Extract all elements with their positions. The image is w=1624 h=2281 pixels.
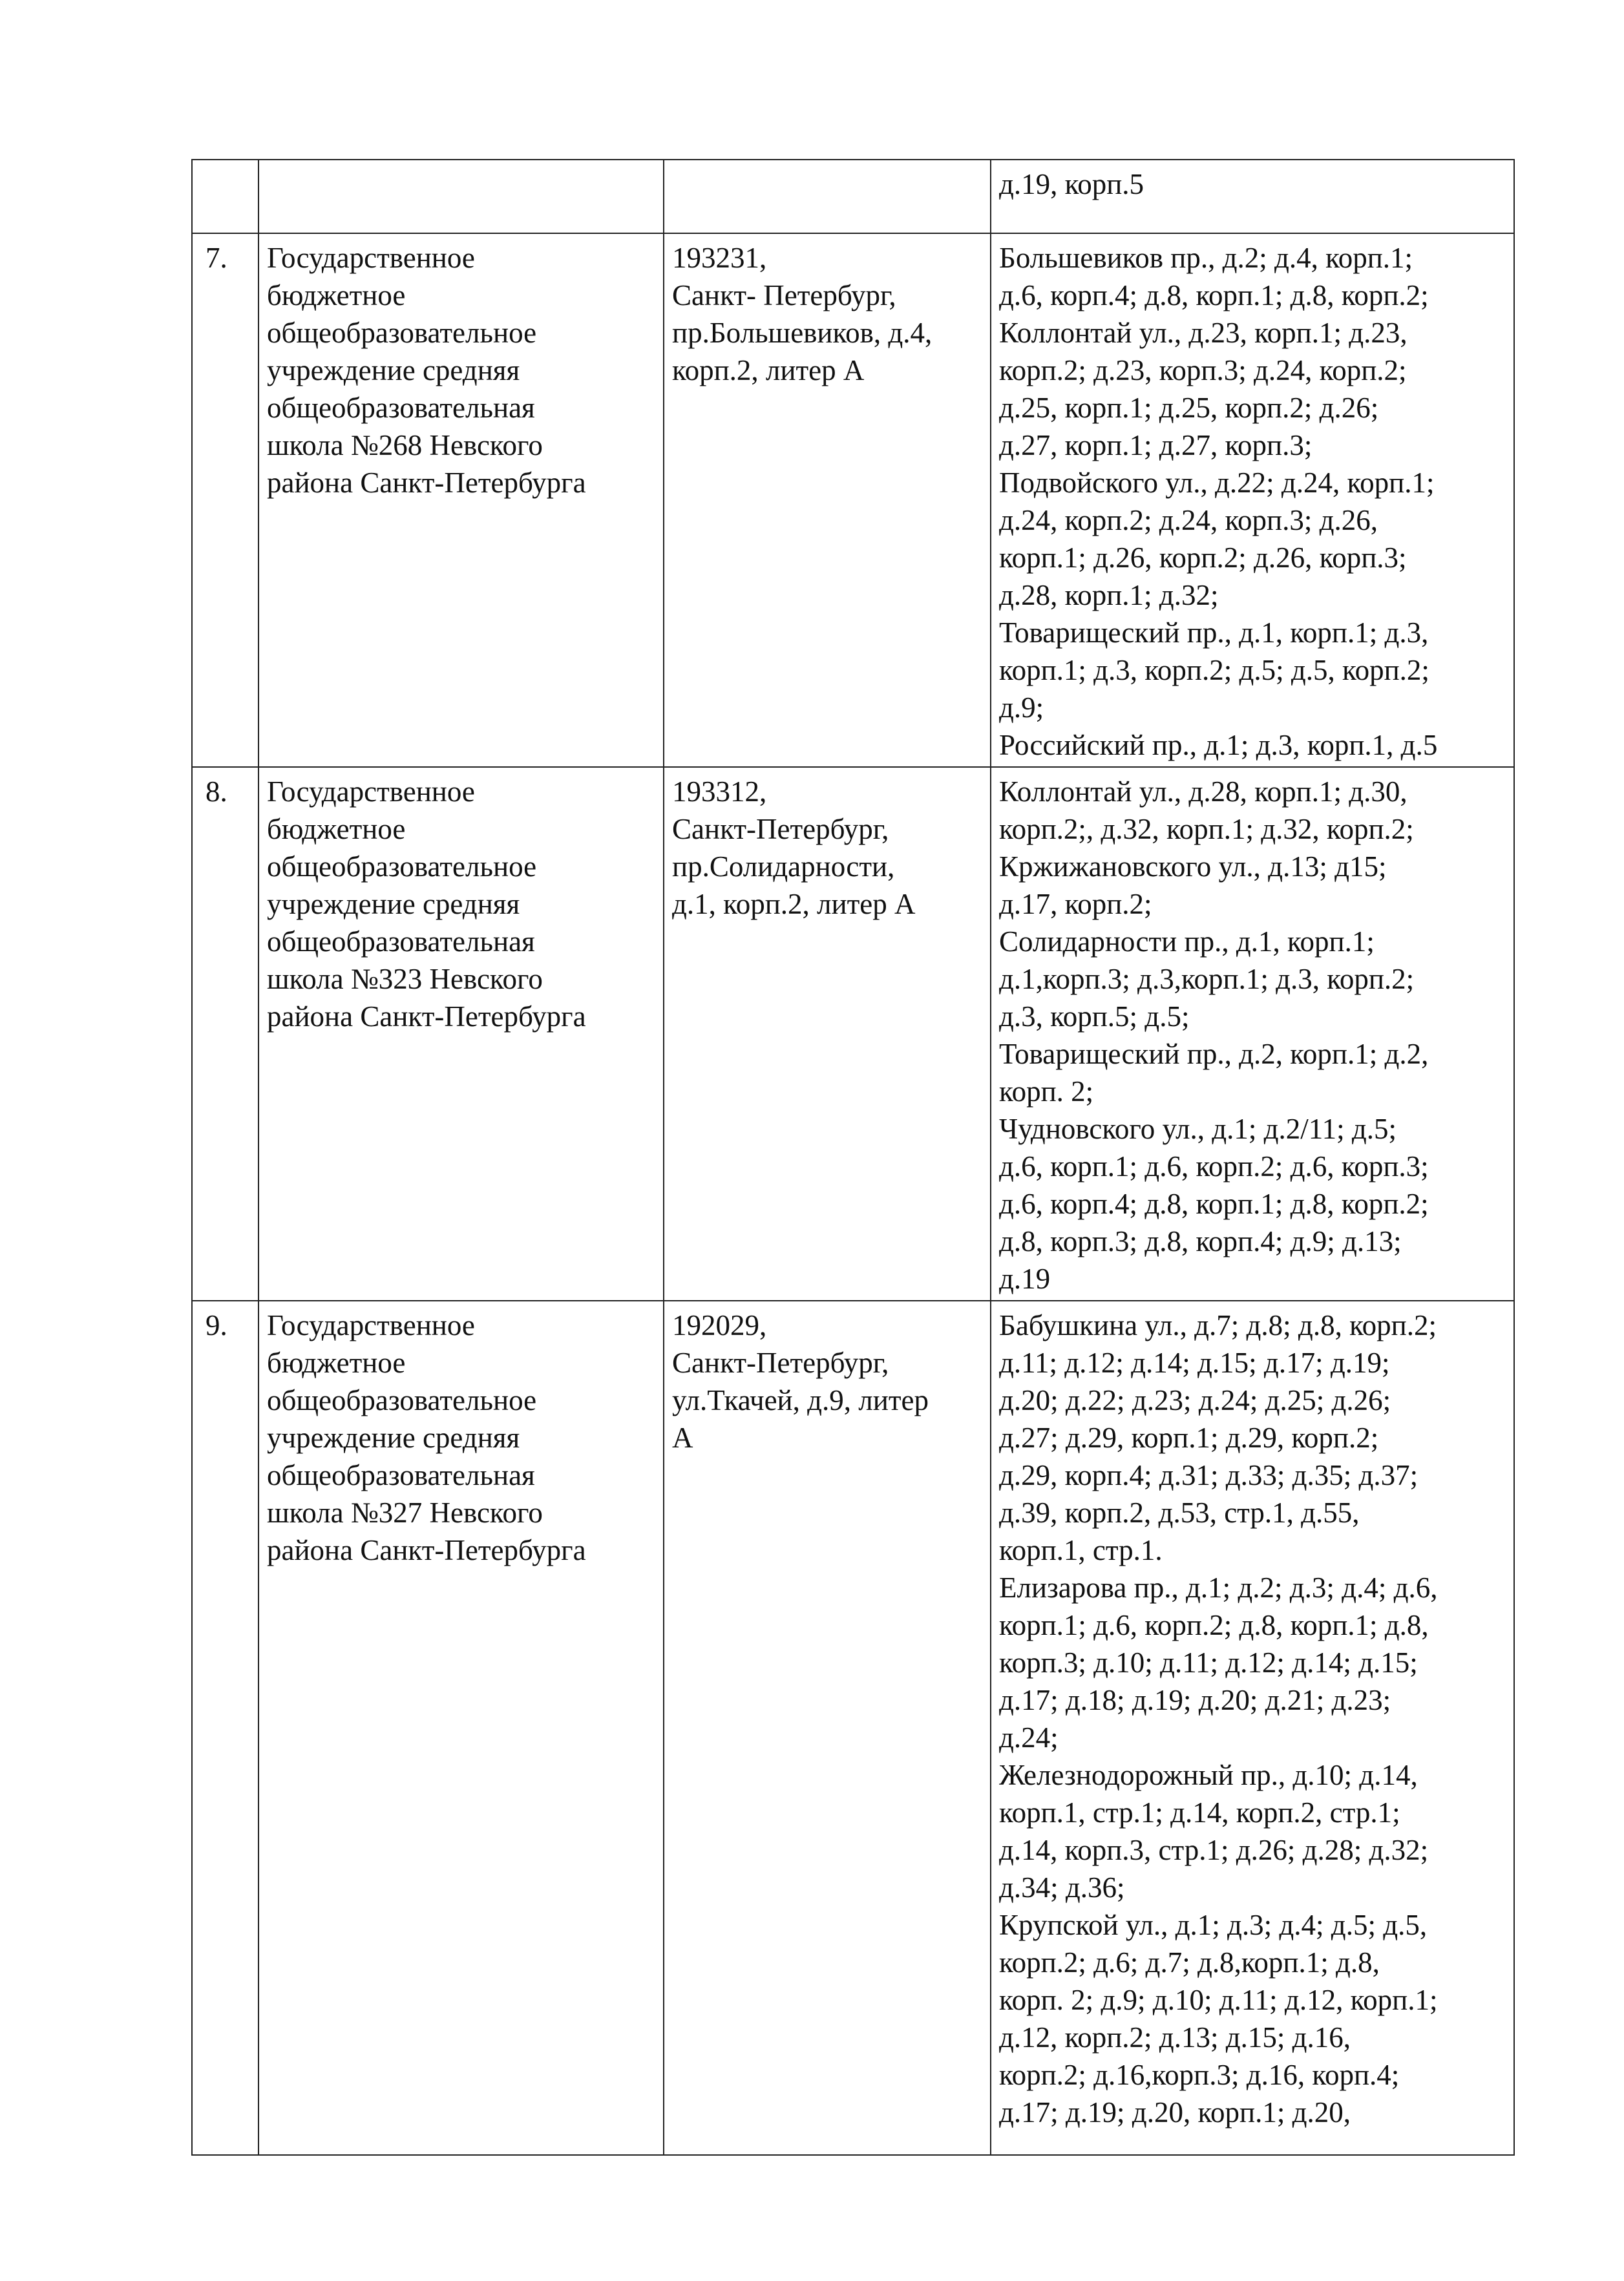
name-line: школа №268 Невского <box>267 429 543 461</box>
address-line: 193231, <box>672 242 767 274</box>
address-line: ул.Ткачей, д.9, литер <box>672 1384 929 1416</box>
area-line: Коллонтай ул., д.23, корп.1; д.23, <box>999 317 1408 349</box>
address-line: 192029, <box>672 1309 767 1341</box>
name-line: общеобразовательная <box>267 925 535 958</box>
area-line: Российский пр., д.1; д.3, корп.1, д.5 <box>999 729 1438 761</box>
name-line: бюджетное <box>267 1347 406 1379</box>
name-line: Государственное <box>267 1309 475 1341</box>
cell-school-name <box>258 233 664 767</box>
cell-school-name <box>258 767 664 1301</box>
area-line: д.20; д.22; д.23; д.24; д.25; д.26; <box>999 1384 1391 1416</box>
name-line: общеобразовательная <box>267 1459 535 1491</box>
name-line: школа №323 Невского <box>267 963 543 995</box>
name-line: района Санкт-Петербурга <box>267 1534 586 1566</box>
area-line: корп.3; д.10; д.11; д.12; д.14; д.15; <box>999 1646 1418 1679</box>
name-line: района Санкт-Петербурга <box>267 1000 586 1033</box>
area-line: д.3, корп.5; д.5; <box>999 1000 1190 1033</box>
address-line: корп.2, литер А <box>672 354 865 386</box>
address-line: А <box>672 1422 693 1454</box>
cell-area <box>991 767 1514 1301</box>
area-line: д.39, корп.2, д.53, стр.1, д.55, <box>999 1497 1360 1529</box>
area-line: корп.1; д.3, корп.2; д.5; д.5, корп.2; <box>999 654 1429 686</box>
area-line: д.11; д.12; д.14; д.15; д.17; д.19; <box>999 1347 1390 1379</box>
cell-number <box>192 160 258 233</box>
area-line: д.9; <box>999 691 1044 724</box>
name-line: района Санкт-Петербурга <box>267 467 586 499</box>
name-line: общеобразовательное <box>267 317 537 349</box>
address-line: Санкт- Петербург, <box>672 279 896 311</box>
row-number: 7. <box>206 242 227 274</box>
address-line: д.1, корп.2, литер А <box>672 888 916 920</box>
area-line: корп.2; д.6; д.7; д.8,корп.1; д.8, <box>999 1946 1380 1979</box>
area-line: корп. 2; <box>999 1075 1094 1108</box>
cell-area <box>991 233 1514 767</box>
area-line: Елизарова пр., д.1; д.2; д.3; д.4; д.6, <box>999 1571 1438 1604</box>
area-line: корп.1, стр.1. <box>999 1534 1163 1566</box>
area-line: д.12, корп.2; д.13; д.15; д.16, <box>999 2021 1351 2054</box>
area-line: д.27; д.29, корп.1; д.29, корп.2; <box>999 1422 1379 1454</box>
area-line: д.6, корп.4; д.8, корп.1; д.8, корп.2; <box>999 1188 1429 1220</box>
cell-area <box>991 1301 1514 2155</box>
name-line: Государственное <box>267 775 475 808</box>
table-row <box>192 1301 1514 2155</box>
name-line: учреждение средняя <box>267 1422 520 1454</box>
area-line: Крупской ул., д.1; д.3; д.4; д.5; д.5, <box>999 1909 1428 1941</box>
name-line: общеобразовательное <box>267 1384 537 1416</box>
schools-table <box>191 159 1515 2156</box>
area-line: Товарищеский пр., д.1, корп.1; д.3, <box>999 616 1429 649</box>
area-line: корп.1, стр.1; д.14, корп.2, стр.1; <box>999 1796 1400 1829</box>
area-line: д.27, корп.1; д.27, корп.3; <box>999 429 1313 461</box>
name-line: Государственное <box>267 242 475 274</box>
area-line: Солидарности пр., д.1, корп.1; <box>999 925 1375 958</box>
cell-school-name <box>258 160 664 233</box>
row-number: 9. <box>206 1309 227 1341</box>
area-line: д.34; д.36; <box>999 1871 1125 1904</box>
address-line: Санкт-Петербург, <box>672 1347 889 1379</box>
address-line: Санкт-Петербург, <box>672 813 889 845</box>
name-line: бюджетное <box>267 279 406 311</box>
area-line: корп.2;, д.32, корп.1; д.32, корп.2; <box>999 813 1414 845</box>
area-line: д.17; д.19; д.20, корп.1; д.20, <box>999 2096 1351 2129</box>
area-line: д.8, корп.3; д.8, корп.4; д.9; д.13; <box>999 1225 1402 1257</box>
name-line: общеобразовательное <box>267 850 537 883</box>
table-row <box>192 233 1514 767</box>
area-line: корп.1; д.26, корп.2; д.26, корп.3; <box>999 541 1407 574</box>
area-line: д.28, корп.1; д.32; <box>999 579 1219 611</box>
name-line: учреждение средняя <box>267 354 520 386</box>
cell-address <box>664 767 991 1301</box>
area-line: д.24, корп.2; д.24, корп.3; д.26, <box>999 504 1378 536</box>
cell-address <box>664 1301 991 2155</box>
address-line: 193312, <box>672 775 767 808</box>
area-line: Товарищеский пр., д.2, корп.1; д.2, <box>999 1038 1429 1070</box>
table-row <box>192 767 1514 1301</box>
cell-number <box>192 1301 258 2155</box>
area-line: Чудновского ул., д.1; д.2/11; д.5; <box>999 1113 1397 1145</box>
area-line: д.6, корп.1; д.6, корп.2; д.6, корп.3; <box>999 1150 1429 1183</box>
area-line: д.1,корп.3; д.3,корп.1; д.3, корп.2; <box>999 963 1415 995</box>
name-line: школа №327 Невского <box>267 1497 543 1529</box>
area-line: корп.2; д.23, корп.3; д.24, корп.2; <box>999 354 1407 386</box>
area-line: д.24; <box>999 1721 1059 1754</box>
area-line: д.29, корп.4; д.31; д.33; д.35; д.37; <box>999 1459 1418 1491</box>
row-number: 8. <box>206 775 227 808</box>
area-line: Железнодорожный пр., д.10; д.14, <box>999 1759 1418 1791</box>
area-line: корп.1; д.6, корп.2; д.8, корп.1; д.8, <box>999 1609 1429 1641</box>
area-line: д.19 <box>999 1263 1051 1295</box>
cell-address <box>664 160 991 233</box>
cell-area <box>991 160 1514 233</box>
area-line: корп.2; д.16,корп.3; д.16, корп.4; <box>999 2059 1400 2091</box>
area-line: д.19, корп.5 <box>999 168 1144 200</box>
area-line: Большевиков пр., д.2; д.4, корп.1; <box>999 242 1413 274</box>
area-line: д.6, корп.4; д.8, корп.1; д.8, корп.2; <box>999 279 1429 311</box>
table-row-continuation <box>192 160 1514 233</box>
area-line: Бабушкина ул., д.7; д.8; д.8, корп.2; <box>999 1309 1437 1341</box>
area-line: д.25, корп.1; д.25, корп.2; д.26; <box>999 392 1379 424</box>
area-line: д.17, корп.2; <box>999 888 1152 920</box>
area-line: д.14, корп.3, стр.1; д.26; д.28; д.32; <box>999 1834 1429 1866</box>
cell-address <box>664 233 991 767</box>
name-line: учреждение средняя <box>267 888 520 920</box>
area-line: Подвойского ул., д.22; д.24, корп.1; <box>999 467 1435 499</box>
area-line: Коллонтай ул., д.28, корп.1; д.30, <box>999 775 1408 808</box>
address-line: пр.Солидарности, <box>672 850 895 883</box>
name-line: общеобразовательная <box>267 392 535 424</box>
area-line: корп. 2; д.9; д.10; д.11; д.12, корп.1; <box>999 1984 1438 2016</box>
address-line: пр.Большевиков, д.4, <box>672 317 933 349</box>
area-line: д.17; д.18; д.19; д.20; д.21; д.23; <box>999 1684 1391 1716</box>
cell-school-name <box>258 1301 664 2155</box>
area-line: Кржижановского ул., д.13; д15; <box>999 850 1387 883</box>
cell-number <box>192 233 258 767</box>
cell-number <box>192 767 258 1301</box>
name-line: бюджетное <box>267 813 406 845</box>
